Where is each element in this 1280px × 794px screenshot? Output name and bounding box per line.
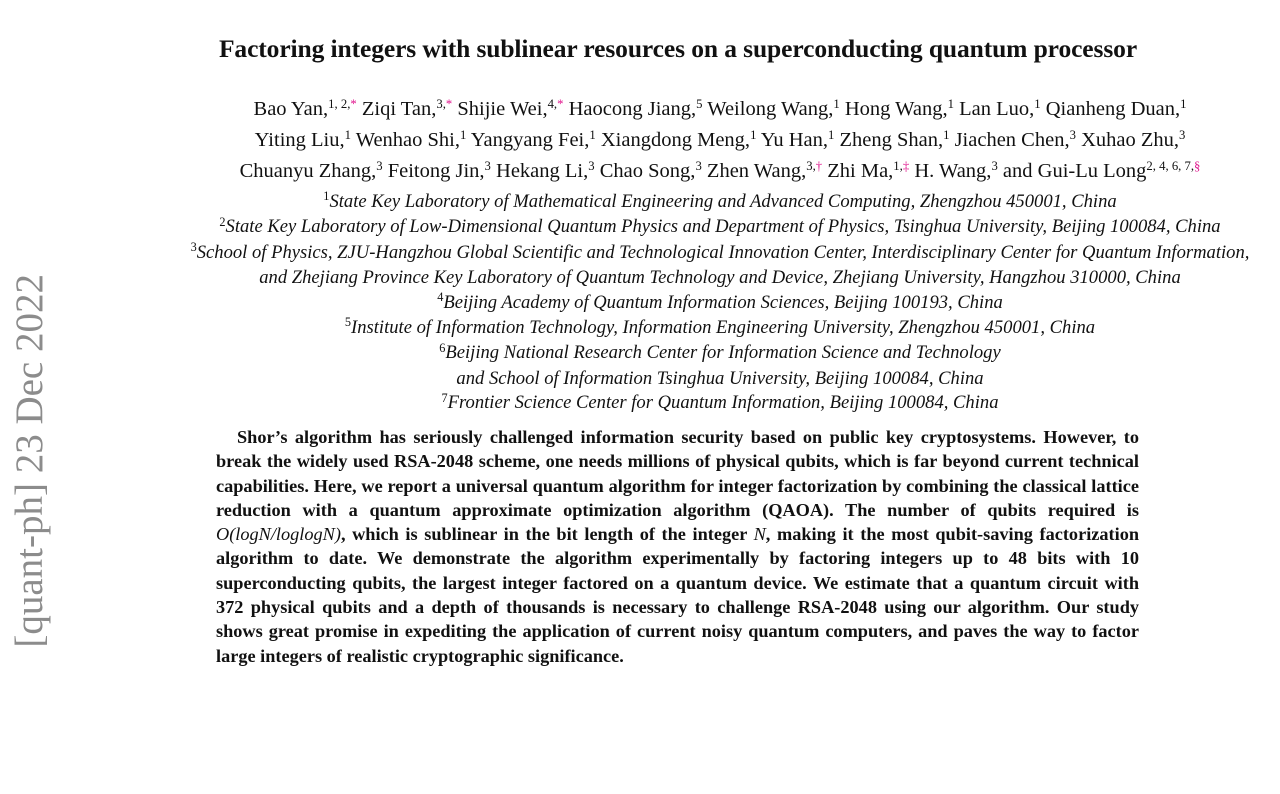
author: Wenhao Shi,$^1$ — [355, 128, 467, 151]
author: H. Wang,$^3$ — [914, 159, 998, 182]
author: Yangyang Fei,$^1$ — [470, 128, 596, 151]
complexity-formula: O(logN/loglogN) — [216, 524, 341, 545]
author: Hekang Li,$^3$ — [496, 159, 595, 182]
author: Chuanyu Zhang,$^3$ — [239, 159, 383, 182]
author: Zhi Ma,$^{1,\ddagger}$ — [827, 159, 910, 182]
author: Ziqi Tan,$^{3,*}$ — [361, 97, 453, 120]
author-line — [84, 126, 1280, 157]
affiliation: $^2$State Key Laboratory of Low-Dimensional Quantum Physics and Department of Physics, Tsinghua University, Beijing 100084, China — [219, 214, 1221, 238]
affiliation: $^7$Frontier Science Center for Quantum Information, Beijing 100084, China — [441, 390, 999, 414]
affiliation: $^5$Institute of Information Technology, Information Engineering University, Zhengzhou 450001, China — [344, 315, 1096, 339]
arxiv-side-stamp: [quant-ph] 23 Dec 2022 — [8, 274, 51, 648]
author: Hong Wang,$^1$ — [844, 97, 954, 120]
affiliation: $^1$State Key Laboratory of Mathematical Engineering and Advanced Computing, Zhengzhou 450001, China — [323, 189, 1117, 212]
author: and Gui-Lu Long$^{2, 4, 6, 7,\S}$ — [1002, 159, 1201, 182]
paper-title: Factoring integers with sublinear resources on a superconducting quantum processor — [218, 34, 1138, 63]
author: Zheng Shan,$^1$ — [839, 128, 950, 151]
integer-variable: N — [753, 524, 766, 545]
author: Xuhao Zhu,$^3$ — [1081, 128, 1186, 151]
author: Bao Yan,$^{1, 2,*}$ — [253, 97, 357, 120]
abstract: Shor’s algorithm has seriously challenged information security based on public key cryptosystems. However, to break the widely used RSA-2048 scheme, one needs millions of physical qubits, which is far beyond current technical capabilities. Here, we report a universal quantum algorithm for integer factorization by combining the classical lattice reduction with a quantum approximate optimization algorithm (QAOA). The number of qubits required is O(logN/loglogN), which is sublinear in the bit length of the integer N, making it the most qubit-saving factorization algorithm to date. We demonstrate the algorithm experimentally by factoring integers up to 48 bits with 10 superconducting qubits, the largest integer factored on a quantum device. We estimate that a quantum circuit with 372 physical qubits and a depth of thousands is necessary to challenge RSA-2048 using our algorithm. Our study shows great promise in expediting the application of current noisy quantum computers, and paves the way to factor large integers of realistic cryptographic significance. — [216, 427, 1140, 666]
author: Weilong Wang,$^1$ — [707, 97, 840, 120]
affiliation: $^3$School of Physics, ZJU-Hangzhou Global Scientific and Technological Innovation Center, Interdisciplinary Center for Quantum Information, — [190, 240, 1250, 263]
author: Jiachen Chen,$^3$ — [954, 128, 1076, 151]
author: Yiting Liu,$^1$ — [254, 128, 351, 151]
author-line — [84, 157, 1280, 188]
author: Shijie Wei,$^{4,*}$ — [457, 97, 564, 120]
author-line — [84, 95, 1280, 126]
author: Haocong Jiang,$^5$ — [568, 97, 703, 120]
author-list — [84, 95, 1280, 188]
affiliation: and School of Information Tsinghua University, Beijing 100084, China — [456, 367, 984, 389]
author: Yu Han,$^1$ — [760, 128, 835, 151]
author: Qianheng Duan,$^1$ — [1045, 97, 1187, 120]
affiliation-list — [84, 190, 1280, 417]
author: Xiangdong Meng,$^1$ — [600, 128, 757, 151]
author: Chao Song,$^3$ — [599, 159, 702, 182]
author: Zhen Wang,$^{3,\dagger}$ — [706, 159, 823, 182]
affiliation: $^4$Beijing Academy of Quantum Information Sciences, Beijing 100193, China — [437, 289, 1003, 313]
affiliation: and Zhejiang Province Key Laboratory of Quantum Technology and Device, Zhejiang University, Hangzhou 310000, China — [259, 267, 1181, 289]
affiliation: $^6$Beijing National Research Center for Information Science and Technology — [439, 340, 1001, 364]
author: Lan Luo,$^1$ — [959, 97, 1041, 120]
author: Feitong Jin,$^3$ — [387, 159, 491, 182]
